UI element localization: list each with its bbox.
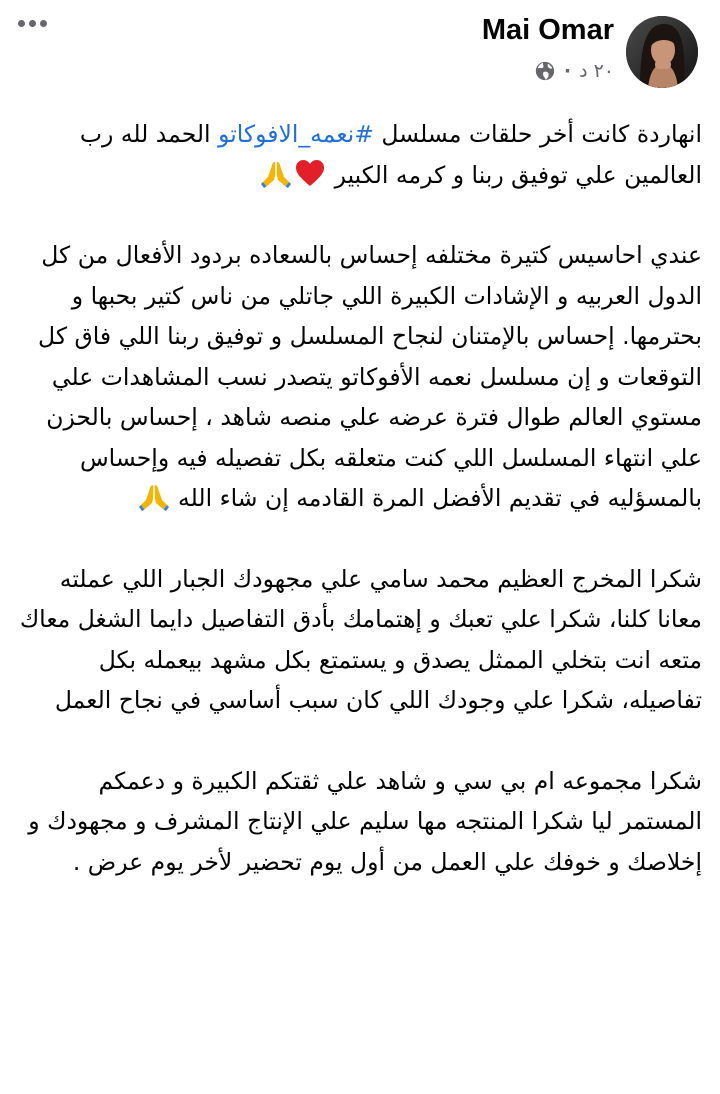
post-header	[0, 0, 720, 108]
profile-photo	[626, 16, 698, 88]
globe-icon[interactable]	[534, 60, 556, 82]
paragraph-1-text-after: الحمد لله رب العالمين علي توفيق ربنا و كرمه الكبير	[79, 120, 702, 189]
more-dot	[40, 20, 47, 27]
post-paragraph-3: شكرا المخرج العظيم محمد سامي علي مجهودك الجبار اللي عملته معانا كلنا، شكرا علي تعبك و إهتمامك بأدق التفاصيل دايما الشغل معاك متعه انت بتخلي الممثل يصدق و يستمتع بكل مشهد بيعمله بكل تفاصيله، شكرا علي وجودك اللي كان سبب أساسي في نجاح العمل	[19, 564, 702, 714]
praying-hands-emoji	[138, 481, 170, 511]
paragraph-2-text: عندي احاسيس كتيرة مختلفه إحساس بالسعاده بردود الأفعال من كل الدول العربيه و الإشادات الكبيرة اللي جاتلي من ناس كتير بحبها و بحترمها. إحساس بالإمتنان لنجاح المسلسل و توفيق ربنا اللي فاق كل التوقعات و إن مسلسل نعمه الأفوكاتو يتصدر نسب المشاهدات علي مستوي العالم طوال فترة عرضه علي منصه شاهد ، إحساس بالحزن علي انتهاء المسلسل اللي كنت متعلقه بكل تفصيله فيه وإحساس بالمسؤليه في تقديم الأفضل المرة القادمه إن شاء الله	[38, 241, 702, 512]
paragraph-gap	[16, 519, 702, 559]
more-dot	[29, 20, 36, 27]
more-options-button[interactable]	[18, 20, 47, 27]
post-body	[0, 114, 720, 882]
heart-emoji	[294, 158, 326, 188]
paragraph-gap	[16, 195, 702, 235]
paragraph-gap	[16, 721, 702, 761]
author-name[interactable]: Mai Omar	[481, 14, 614, 46]
post-paragraph-1	[16, 114, 702, 195]
paragraph-1-text-before: انهاردة كانت أخر حلقات مسلسل	[373, 120, 702, 148]
post-paragraph-4: شكرا مجموعه ام بي سي و شاهد علي ثقتكم الكبيرة و دعمكم المستمر ليا شكرا المنتجه مها سليم علي الإنتاج المشرف و مجهودك و إخلاصك و خوفك علي العمل من أول يوم تحضير لأخر يوم عرض .	[28, 766, 702, 876]
meta-separator: ·	[563, 60, 572, 82]
post-meta	[534, 60, 614, 82]
post-paragraph-2	[16, 235, 702, 519]
hashtag-link[interactable]: #نعمه_الافوكاتو	[218, 120, 374, 148]
post-time[interactable]: ٢٠ د	[579, 60, 614, 82]
praying-hands-emoji	[260, 158, 292, 188]
avatar[interactable]	[626, 16, 698, 88]
more-dot	[18, 20, 25, 27]
